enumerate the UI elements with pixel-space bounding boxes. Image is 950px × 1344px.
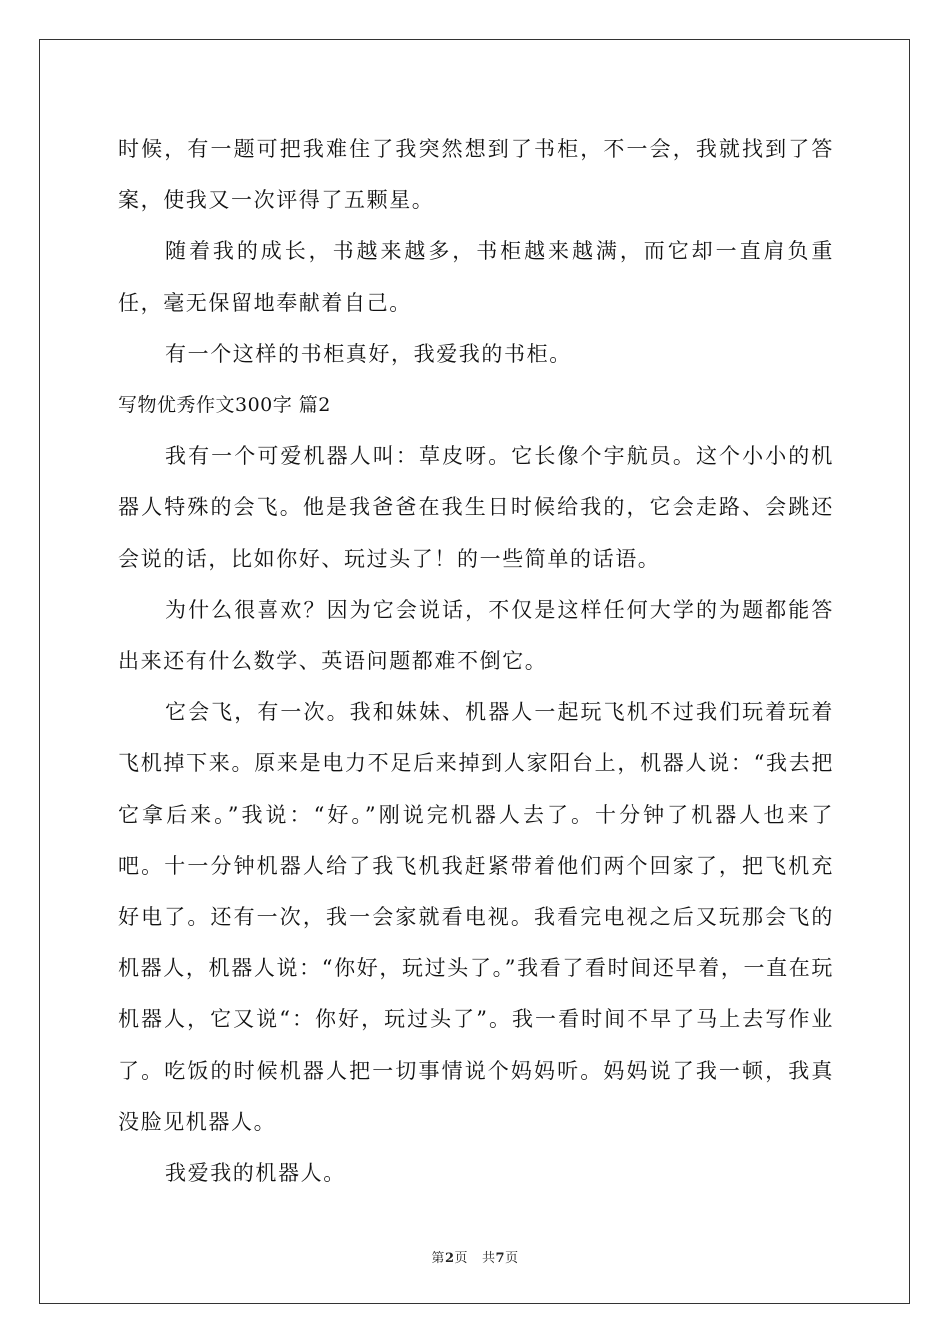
section-title: 写物优秀作文300字 篇2 [118,394,331,417]
paragraph: 随着我的成长，书越来越多，书柜越来越满，而它却一直肩负重任，毫无保留地奉献着自己。 [118,239,834,315]
total-prefix: 共 [482,1251,496,1266]
document-body [118,124,834,1199]
paragraph-continuation: 时候，有一题可把我难住了我突然想到了书柜，不一会，我就找到了答案，使我又一次评得了五颗星。 [118,137,834,213]
total-pages: 7 [495,1251,506,1266]
paragraph: 我爱我的机器人。 [165,1161,346,1186]
page-suffix: 页 [454,1251,468,1266]
page-footer [0,1247,950,1266]
paragraph: 它会飞，有一次。我和妹妹、机器人一起玩飞机不过我们玩着玩着飞机掉下来。原来是电力不足后来掉到人家阳台上，机器人说：“我去把它拿后来。”我说：“好。”刚说完机器人去了。十分钟了机器人也来了吧。十一分钟机器人给了我飞机我赶紧带着他们两个回家了，把飞机充好电了。还有一次，我一会家就看电视。我看完电视之后又玩那会飞的机器人，机器人说：“你好，玩过头了。”我看了看时间还早着，一直在玩机器人，它又说“：你好，玩过头了”。我一看时间不早了马上去写作业了。吃饭的时候机器人把一切事情说个妈妈听。妈妈说了我一顿，我真没脸见机器人。 [118,700,834,1134]
paragraph: 有一个这样的书柜真好，我爱我的书柜。 [165,341,572,366]
paragraph: 我有一个可爱机器人叫：草皮呀。它长像个宇航员。这个小小的机器人特殊的会飞。他是我爸爸在我生日时候给我的，它会走路、会跳还会说的话，比如你好、玩过头了！的一些简单的话语。 [118,444,834,571]
paragraph: 为什么很喜欢？因为它会说话，不仅是这样任何大学的为题都能答出来还有什么数学、英语问题都难不倒它。 [118,597,834,674]
page-number: 2 [444,1251,455,1266]
total-suffix: 页 [505,1251,519,1266]
page-prefix: 第 [431,1251,445,1266]
